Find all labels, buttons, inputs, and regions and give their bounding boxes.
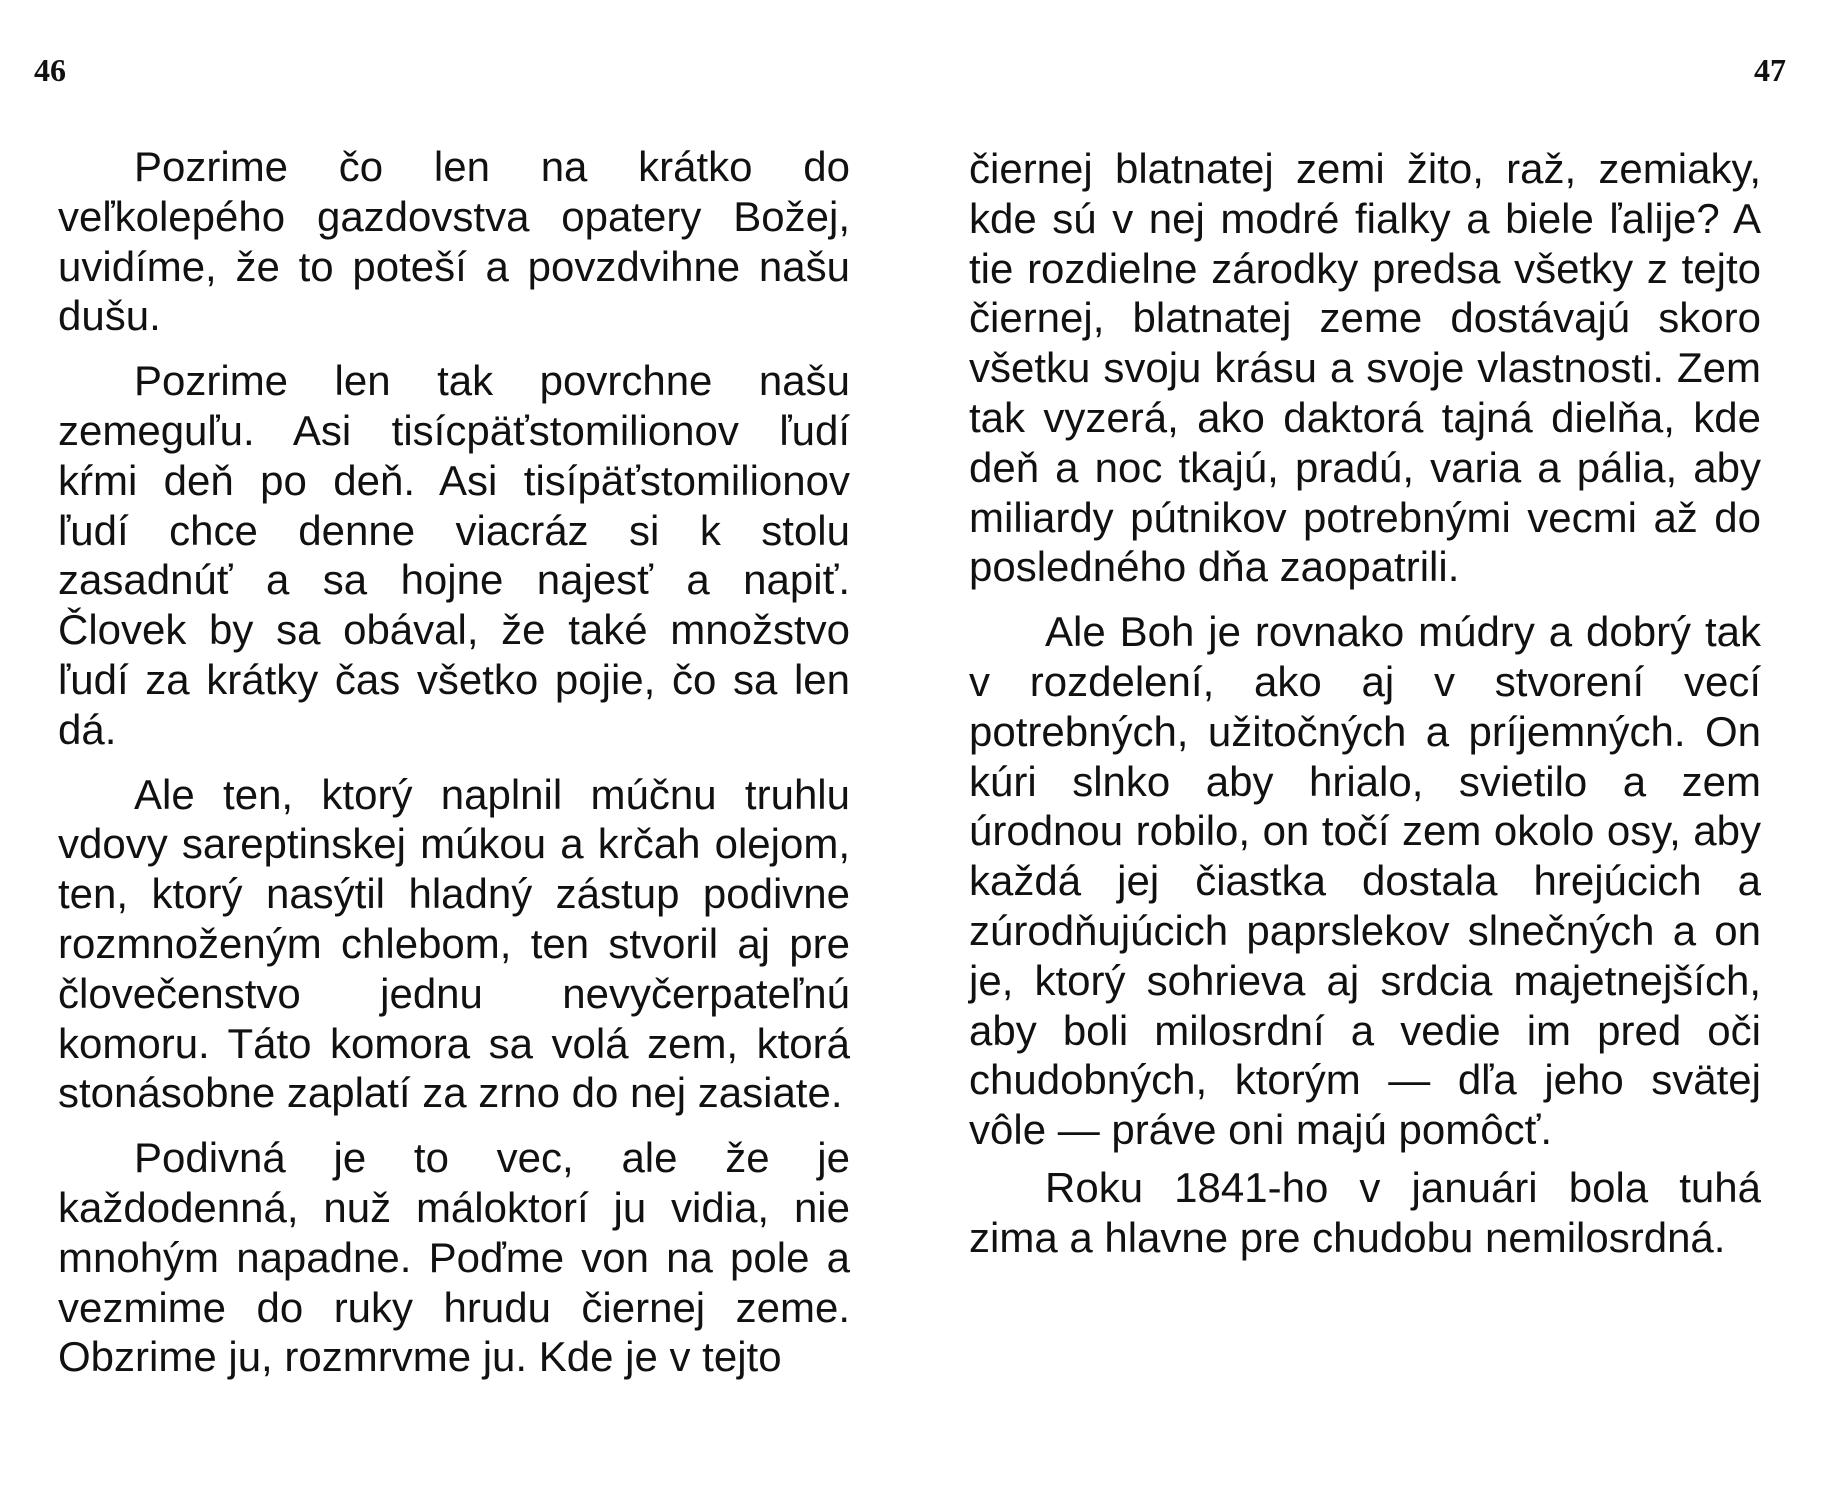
left-text-column: [58, 142, 850, 1397]
right-paragraph-1: čiernej blatnatej zemi žito, raž, zemiaky, kde sú v nej modré fialky a biele ľalije? A tie rozdielne zárodky predsa všetky z tejto čiernej, blatnatej zeme dostávajú skoro všetku svoju krásu a svoje vlastnosti. Zem tak vyzerá, ako daktorá tajná dielňa, kde deň a noc tkajú, pradú, varia a pália, aby miliardy pútnikov potrebnými vecmi až do posledného dňa zaopatrili.: [969, 145, 1761, 591]
left-paragraph-3: Ale ten, ktorý naplnil múčnu truhlu vdovy sareptinskej múkou a krčah olejom, ten, ktorý nasýtil hladný zástup podivne rozmnoženým chlebom, ten stvoril aj pre človečenstvo jednu nevyčerpateľnú komoru. Táto komora sa volá zem, ktorá stonásobne zaplatí za zrno do nej zasiate.: [58, 770, 850, 1117]
right-page-number: 47: [1754, 52, 1786, 88]
right-paragraph-3: Roku 1841-ho v januári bola tuhá zima a hlavne pre chudobu nemilosrdná.: [969, 1163, 1761, 1261]
right-paragraph-2: Ale Boh je rovnako múdry a dobrý tak v rozdelení, ako aj v stvorení vecí potrebných, užitočných a príjemných. On kúri slnko aby hrialo, svietilo a zem úrodnou robilo, on točí zem okolo osy, aby každá jej čiastka dostala hrejúcich a zúrodňujúcich paprslekov slnečných a on je, ktorý sohrieva aj srdcia majetnejších, aby boli milosrdní a vedie im pred oči chudobných, ktorým — dľa jeho svätej vôle — práve oni majú pomôcť.: [969, 608, 1761, 1154]
left-paragraph-1: Pozrime čo len na krátko do veľkolepého gazdovstva opatery Božej, uvidíme, že to poteší a povzdvihne našu dušu.: [58, 143, 850, 340]
right-page: [911, 0, 1822, 1500]
left-paragraph-2: Pozrime len tak povrchne našu zemeguľu. Asi tisícpäťstomilionov ľudí kŕmi deň po deň. Asi tisípäťstomilionov ľudí chce denne viacráz si k stolu zasadnúť a sa hojne najesť a napiť. Človek by sa obával, že také množstvo ľudí za krátky čas všetko pojie, čo sa len dá.: [58, 357, 850, 753]
left-page-number: 46: [34, 52, 66, 88]
right-text-column: [969, 144, 1761, 1278]
left-paragraph-4: Podivná je to vec, ale že je každodenná, nuž máloktorí ju vidia, nie mnohým napadne. Poďme von na pole a vezmime do ruky hrudu čiernej zeme. Obzrime ju, rozmrvme ju. Kde je v tejto: [58, 1134, 850, 1381]
